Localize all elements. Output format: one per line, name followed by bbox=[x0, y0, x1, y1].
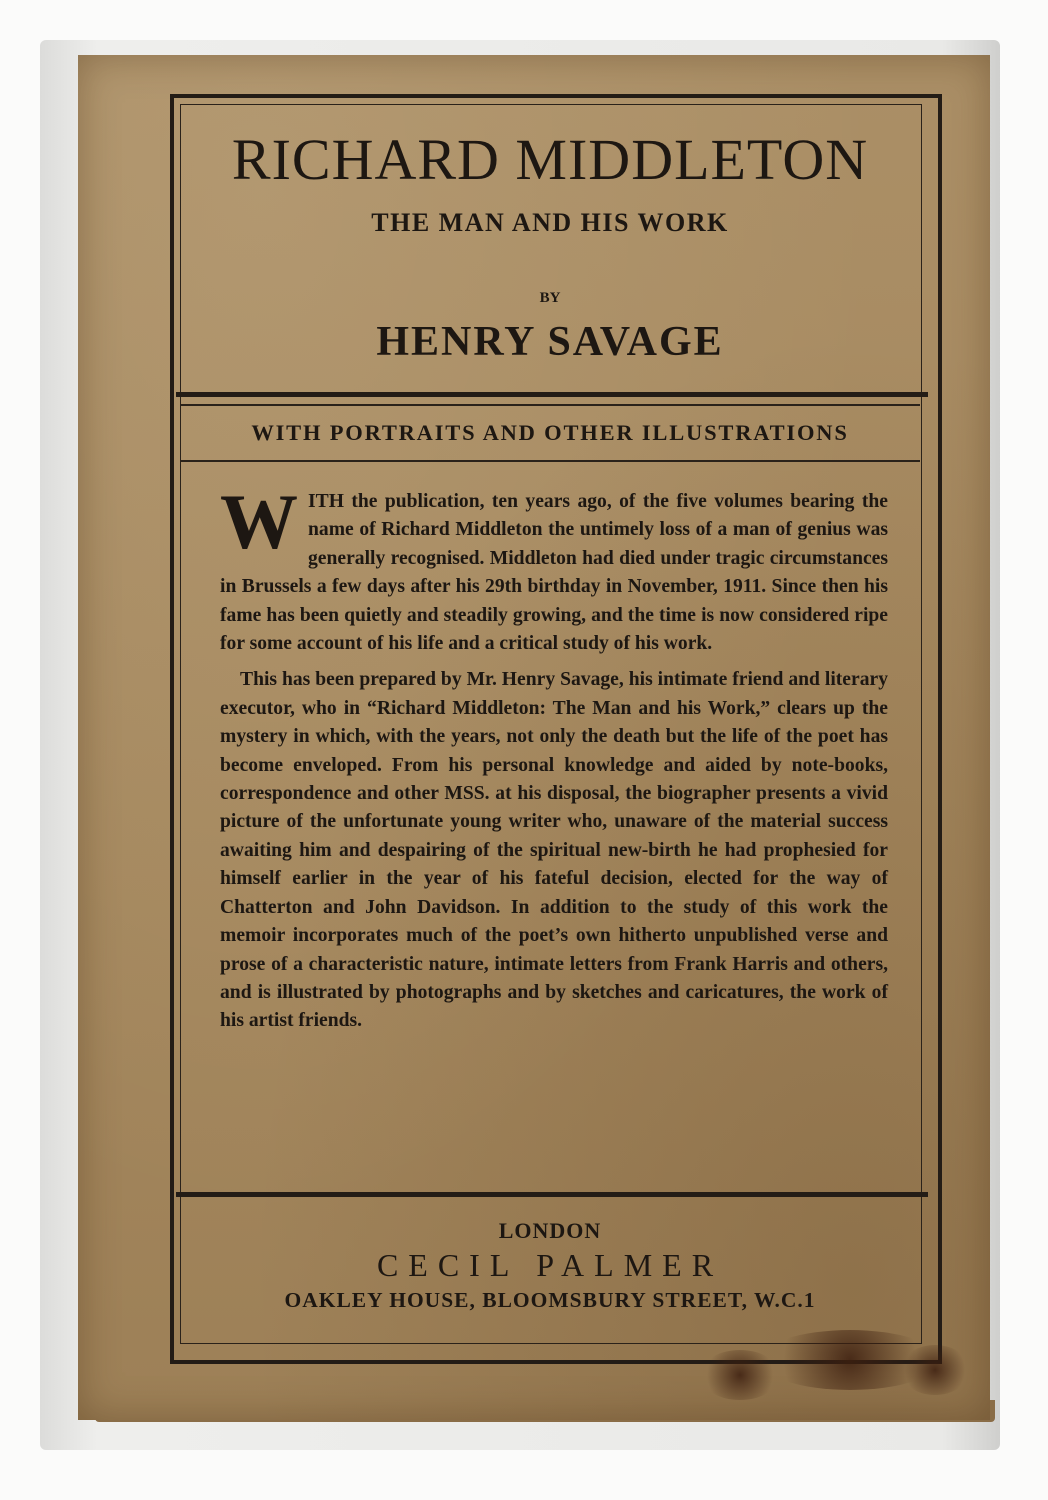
illustrations-note: WITH PORTRAITS AND OTHER ILLUSTRATIONS bbox=[251, 420, 849, 445]
blurb-paragraph-2: This has been prepared by Mr. Henry Savage, his intimate friend and literary executor, who in “Richard Middleton: The Man and his Work,” clears up the mystery in which, with the years, not only the death but the life of the poet has become enveloped. From his personal knowledge and aided by note-books, correspondence and other MSS. at his disposal, the biographer presents a vivid picture of the unfortunate young writer who, unaware of the material success awaiting him and despairing of the spiritual new-birth he had prophesied for himself earlier in the year of his fateful decision, elected for the way of Chatterton and John Davidson. In addition to the study of this work the memoir incorporates much of the poet’s own hitherto unpublished verse and prose of a characteristic nature, intimate letters from Frank Harris and others, and is illustrated by photographs and by sketches and caricatures, the work of his artist friends. bbox=[220, 669, 888, 1032]
publisher-name: CECIL PALMER bbox=[376, 1247, 724, 1283]
drop-cap: W bbox=[220, 478, 298, 565]
author-name: HENRY SAVAGE bbox=[376, 319, 724, 365]
stain-mark bbox=[700, 1350, 780, 1400]
book-title: RICHARD MIDDLETON bbox=[231, 127, 869, 192]
divider-rule bbox=[176, 392, 928, 397]
publisher-city: LONDON bbox=[498, 1218, 602, 1243]
paragraph-1-text: ITH the publication, ten years ago, of the five volumes bearing the name of Richard Middleton the untimely loss of a man of genius was generally recognised. Middleton had died under tragic circumstances in Brussels a few days after his 29th birthday in November, 1911. Since then his fame has been quietly and steadily growing, and the time is now considered ripe for some account of his life and a critical study of his work. bbox=[220, 491, 888, 655]
divider-rule bbox=[176, 1192, 928, 1197]
by-line: BY bbox=[539, 290, 561, 306]
stain-mark bbox=[900, 1345, 970, 1395]
divider-rule-thin bbox=[180, 404, 920, 406]
divider-rule-thin bbox=[180, 460, 920, 462]
publisher-address: OAKLEY HOUSE, BLOOMSBURY STREET, W.C.1 bbox=[284, 1288, 816, 1312]
blurb-text bbox=[220, 478, 888, 1036]
blurb-paragraph-1 bbox=[220, 478, 888, 658]
book-subtitle: THE MAN AND HIS WORK bbox=[371, 208, 729, 237]
